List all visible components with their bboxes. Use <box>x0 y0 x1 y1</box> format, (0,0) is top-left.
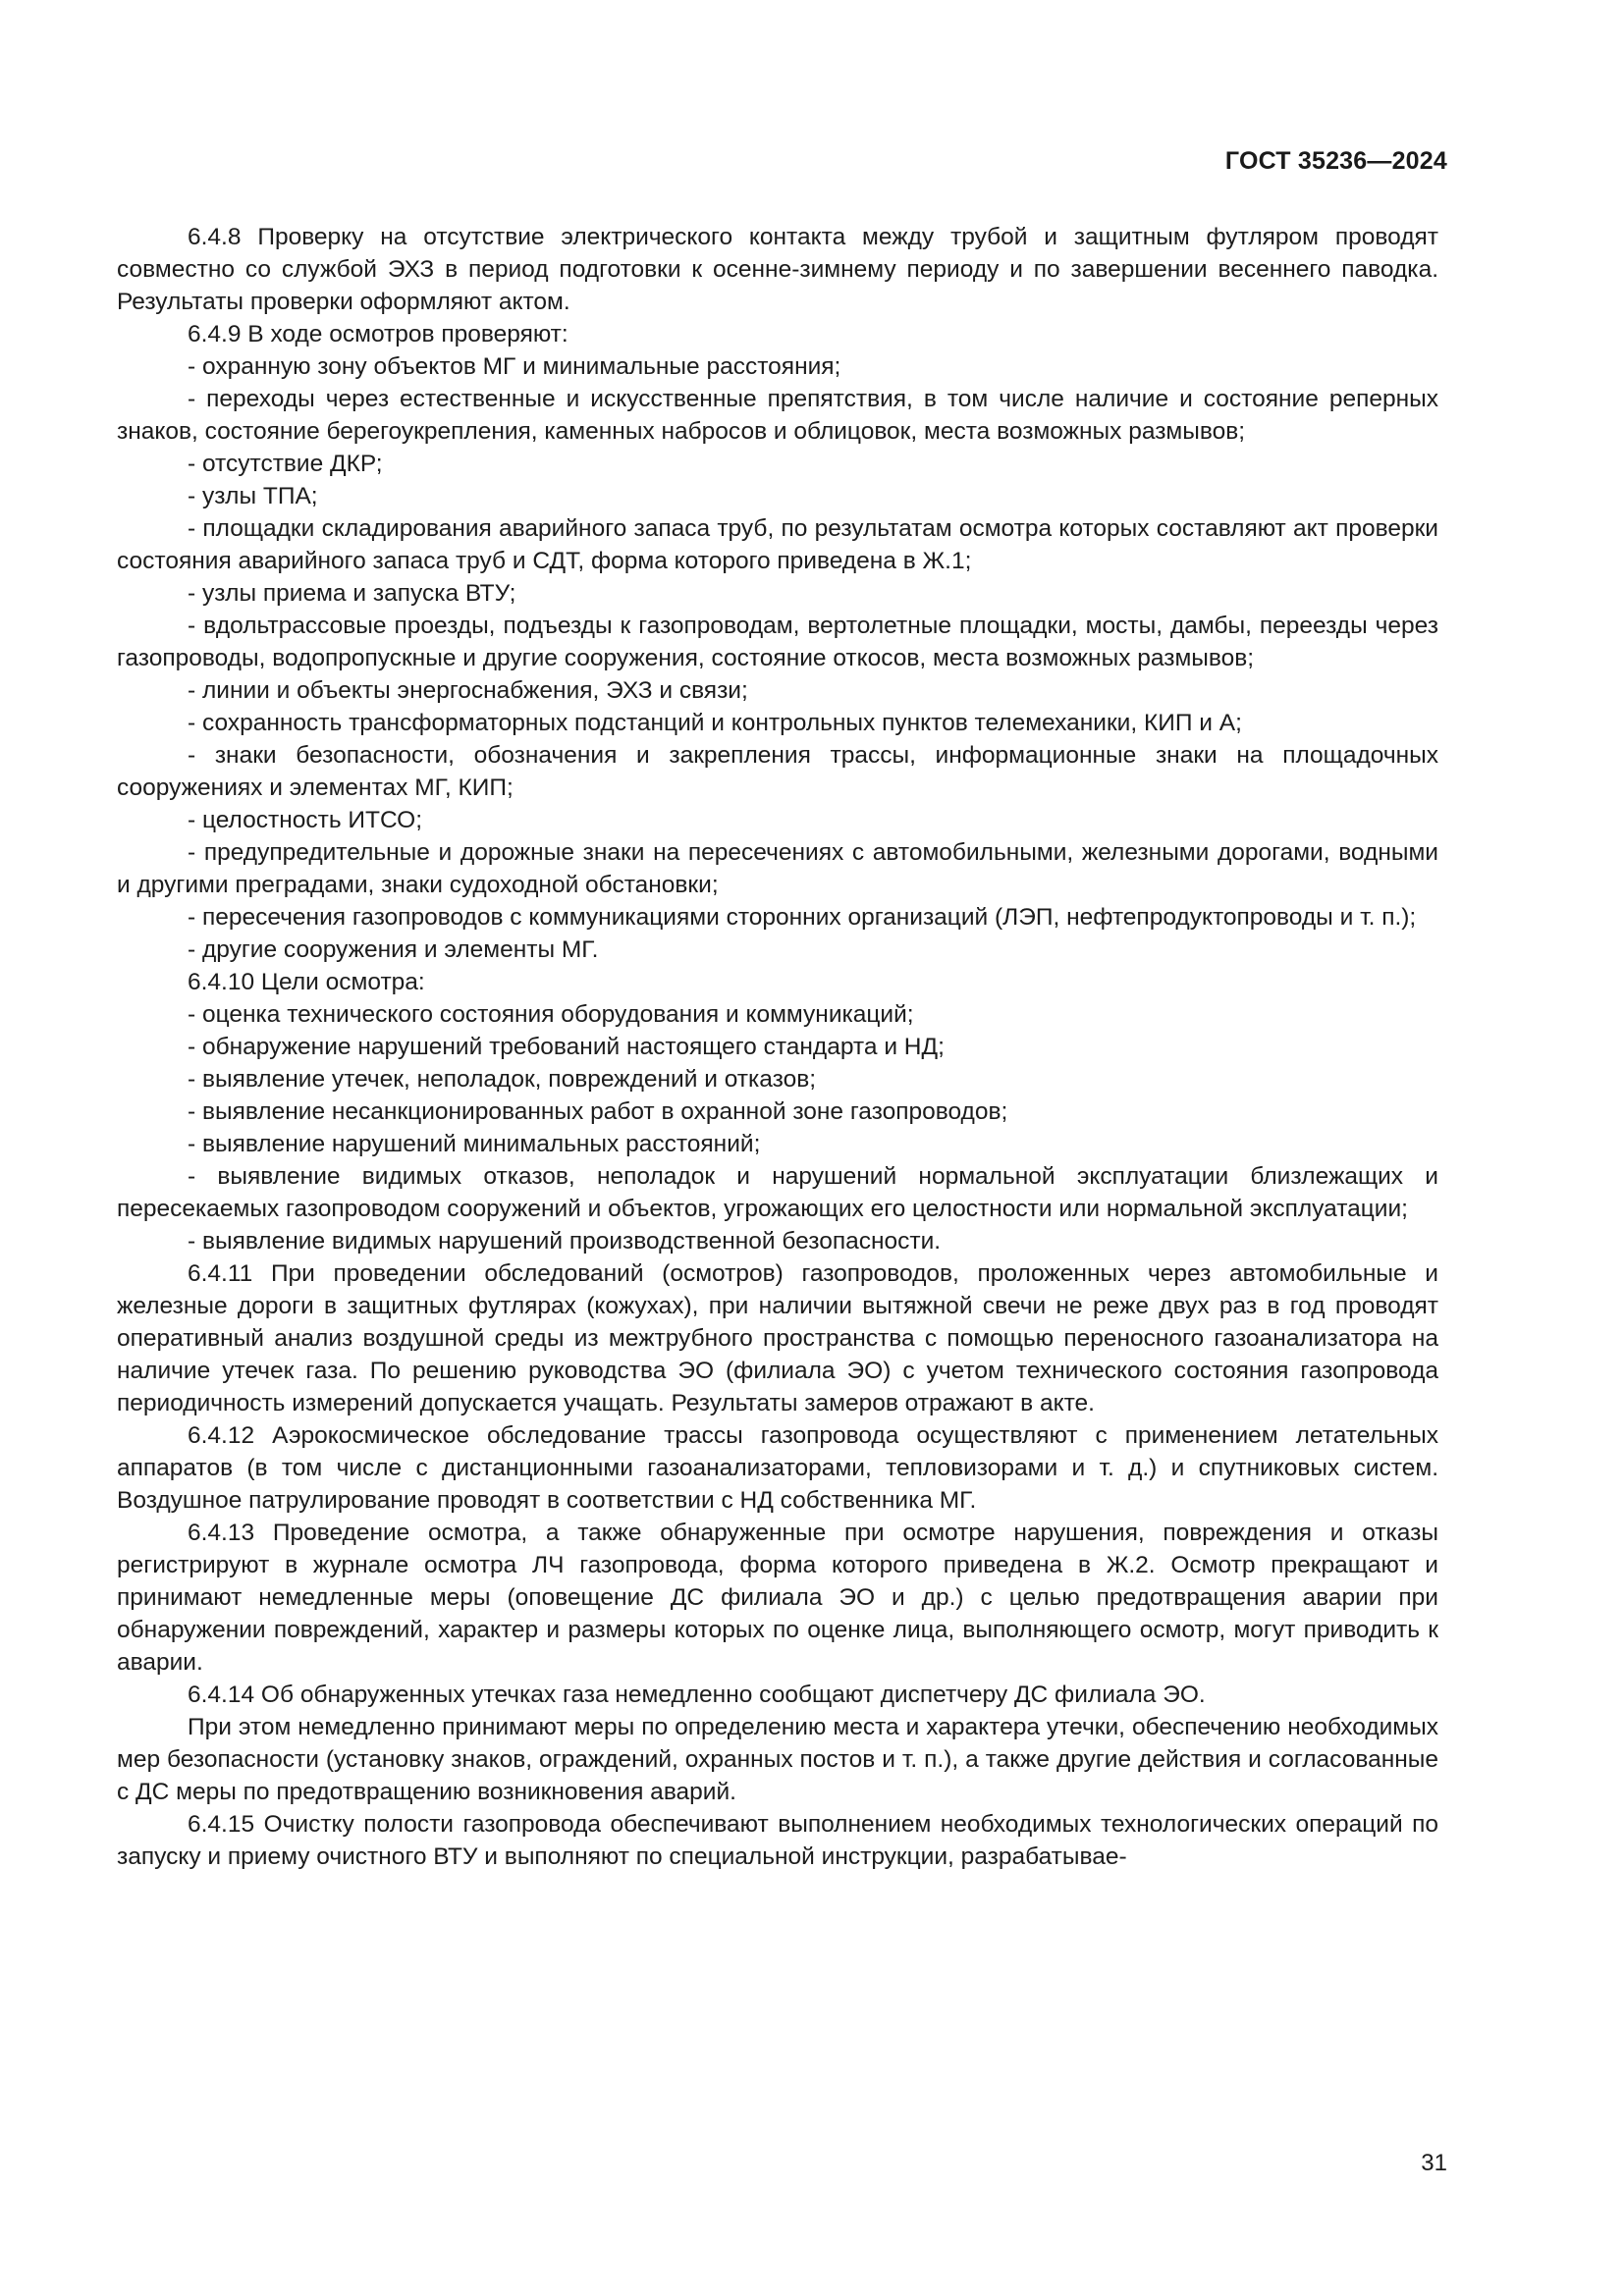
paragraph: - выявление несанкционированных работ в охранной зоне газопроводов; <box>188 1098 1008 1125</box>
paragraph: При этом немедленно принимают меры по определению места и характера утечки, обеспечению необходимых мер безопасности (установку знаков, ограждений, охранных постов и т. п.), а также другие действия и согласованные с ДС меры по предотвращению возникновения аварий. <box>117 1714 1438 1805</box>
paragraph: 6.4.15 Очистку полости газопровода обеспечивают выполнением необходимых технологических операций по запуску и приему очистного ВТУ и выполняют по специальной инструкции, разрабатывае- <box>117 1811 1438 1870</box>
paragraph: 6.4.9 В ходе осмотров проверяют: <box>188 321 568 347</box>
paragraph: 6.4.13 Проведение осмотра, а также обнаруженные при осмотре нарушения, повреждения и отказы регистрируют в журнале осмотра ЛЧ газопровода, форма которого приведена в Ж.2. Осмотр прекращают и принимают немедленные меры (оповещение ДС филиала ЭО и др.) с целью предотвращения аварии при обнаружении повреждений, характер и размеры которых по оценке лица, выполняющего осмотр, могут приводить к аварии. <box>117 1520 1438 1676</box>
paragraph: 6.4.10 Цели осмотра: <box>188 969 425 995</box>
document-code: ГОСТ 35236—2024 <box>1224 147 1447 175</box>
page-number: 31 <box>1421 2150 1447 2176</box>
paragraph: - обнаружение нарушений требований настоящего стандарта и НД; <box>188 1034 945 1060</box>
paragraph: - площадки складирования аварийного запаса труб, по результатам осмотра которых составляют акт проверки состояния аварийного запаса труб и СДТ, форма которого приведена в Ж.1; <box>117 515 1438 574</box>
paragraph: - предупредительные и дорожные знаки на пересечениях с автомобильными, железными дорогами, водными и другими преградами, знаки судоходной обстановки; <box>117 839 1438 898</box>
paragraph: - знаки безопасности, обозначения и закрепления трассы, информационные знаки на площадочных сооружениях и элементах МГ, КИП; <box>117 742 1438 801</box>
paragraph: - выявление нарушений минимальных расстояний; <box>188 1131 761 1157</box>
paragraph: - узлы приема и запуска ВТУ; <box>188 580 516 607</box>
paragraph: - узлы ТПА; <box>188 483 318 509</box>
document-body <box>117 221 1438 1873</box>
paragraph: - вдольтрассовые проезды, подъезды к газопроводам, вертолетные площадки, мосты, дамбы, переезды через газопроводы, водопропускные и другие сооружения, состояние откосов, места возможных размывов; <box>117 613 1438 671</box>
paragraph: - охранную зону объектов МГ и минимальные расстояния; <box>188 353 841 380</box>
paragraph: - выявление видимых нарушений производственной безопасности. <box>188 1228 942 1255</box>
paragraph: - отсутствие ДКР; <box>188 451 383 477</box>
paragraph: - другие сооружения и элементы МГ. <box>188 936 599 963</box>
paragraph: 6.4.8 Проверку на отсутствие электрического контакта между трубой и защитным футляром проводят совместно со службой ЭХЗ в период подготовки к осенне-зимнему периоду и по завершении весеннего паводка. Результаты проверки оформляют актом. <box>117 224 1438 315</box>
paragraph: 6.4.14 Об обнаруженных утечках газа немедленно сообщают диспетчеру ДС филиала ЭО. <box>188 1682 1206 1708</box>
paragraph: 6.4.12 Аэрокосмическое обследование трассы газопровода осуществляют с применением летательных аппаратов (в том числе с дистанционными газоанализаторами, тепловизорами и т. д.) и спутниковых систем. Воздушное патрулирование проводят в соответствии с НД собственника МГ. <box>117 1422 1438 1514</box>
paragraph: - оценка технического состояния оборудования и коммуникаций; <box>188 1001 914 1028</box>
paragraph: - целостность ИТСО; <box>188 807 422 833</box>
paragraph: - пересечения газопроводов с коммуникациями сторонних организаций (ЛЭП, нефтепродуктопроводы и т. п.); <box>188 904 1417 931</box>
paragraph: - переходы через естественные и искусственные препятствия, в том числе наличие и состояние реперных знаков, состояние берегоукрепления, каменных набросов и облицовок, места возможных размывов; <box>117 386 1438 445</box>
paragraph: - выявление видимых отказов, неполадок и нарушений нормальной эксплуатации близлежащих и пересекаемых газопроводом сооружений и объектов, угрожающих его целостности или нормальной эксплуатации; <box>117 1163 1438 1222</box>
paragraph: - сохранность трансформаторных подстанций и контрольных пунктов телемеханики, КИП и А; <box>188 710 1242 736</box>
paragraph: 6.4.11 При проведении обследований (осмотров) газопроводов, проложенных через автомобильные и железные дороги в защитных футлярах (кожухах), при наличии вытяжной свечи не реже двух раз в год проводят оперативный анализ воздушной среды из межтрубного пространства с помощью переносного газоанализатора на наличие утечек газа. По решению руководства ЭО (филиала ЭО) с учетом технического состояния газопровода периодичность измерений допускается учащать. Результаты замеров отражают в акте. <box>117 1260 1438 1416</box>
paragraph: - линии и объекты энергоснабжения, ЭХЗ и связи; <box>188 677 748 704</box>
paragraph: - выявление утечек, неполадок, повреждений и отказов; <box>188 1066 817 1093</box>
